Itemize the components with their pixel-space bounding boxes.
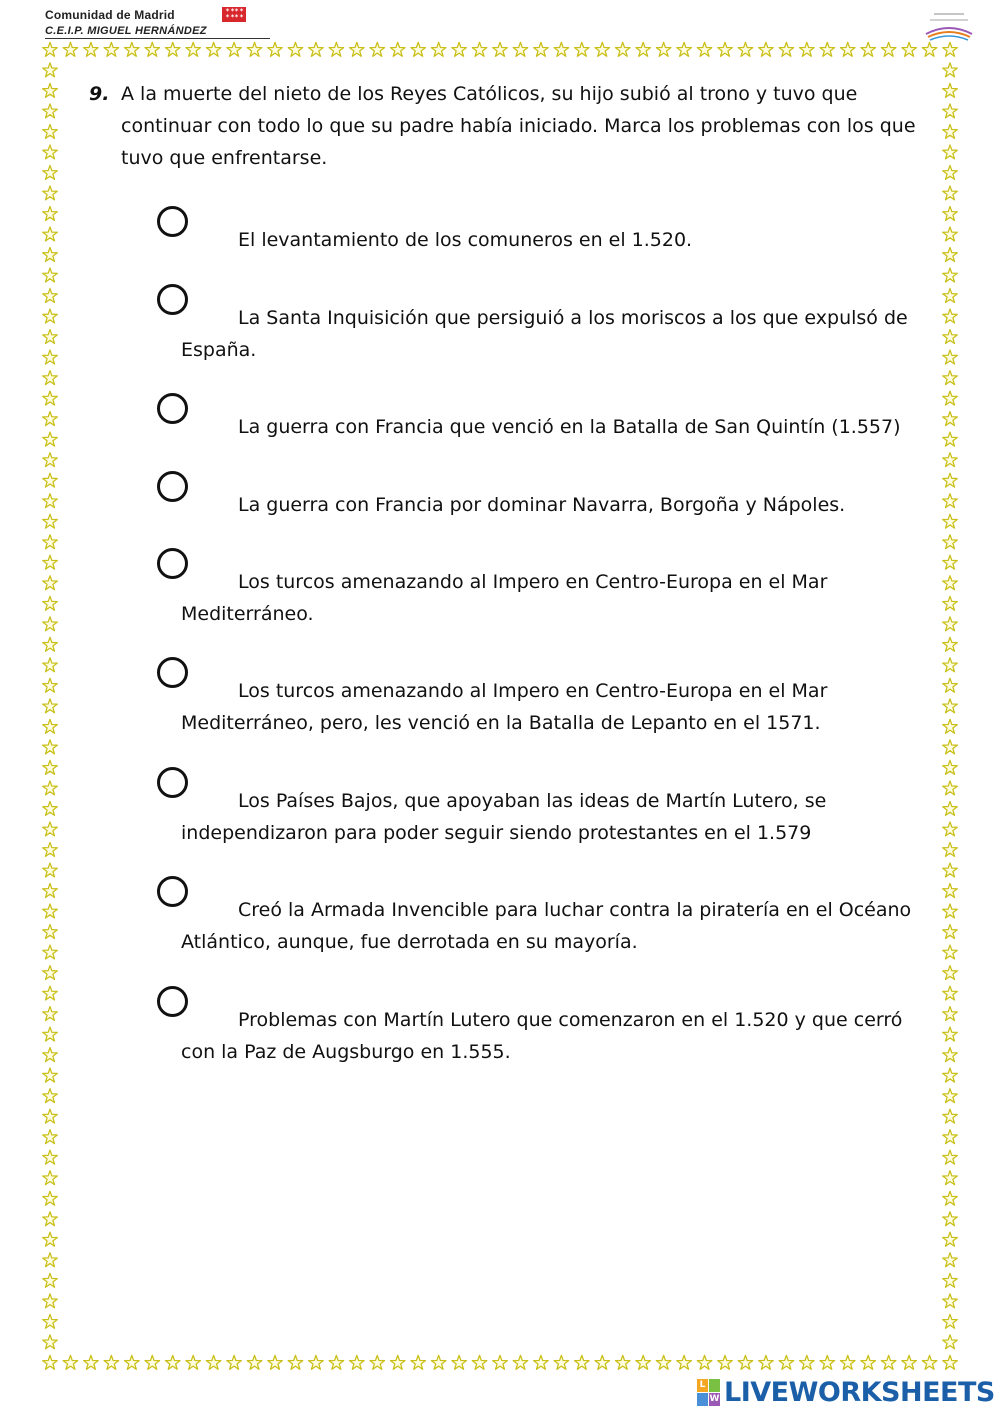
question-text: A la muerte del nieto de los Reyes Católicos, su hijo subió al trono y tuvo que continuar con todo lo que su padre había iniciado. Marca los problemas con los que tuvo que enfrentarse. (121, 83, 916, 169)
star-icon (186, 42, 201, 56)
star-icon (43, 124, 58, 138)
star-icon (881, 42, 896, 56)
star-icon (943, 83, 958, 97)
star-icon (575, 1355, 590, 1369)
header-school: C.E.I.P. MIGUEL HERNÁNDEZ (45, 25, 207, 37)
star-icon (943, 863, 958, 877)
star-icon (43, 1089, 58, 1103)
star-icon (943, 678, 958, 692)
star-icon (43, 432, 58, 446)
star-icon (43, 186, 58, 200)
star-icon (63, 42, 78, 56)
star-icon (636, 42, 651, 56)
star-icon (800, 1355, 815, 1369)
star-icon (943, 1027, 958, 1041)
star-icon (943, 658, 958, 672)
star-icon (943, 1171, 958, 1185)
star-icon (390, 1355, 405, 1369)
star-icon (43, 412, 58, 426)
star-icon (943, 1273, 958, 1287)
star-icon (943, 1150, 958, 1164)
option-text: La guerra con Francia que venció en la Batalla de San Quintín (1.557) (238, 416, 901, 438)
star-icon (718, 42, 733, 56)
header-region: Comunidad de Madrid (45, 8, 175, 22)
star-icon (472, 1355, 487, 1369)
star-icon (145, 42, 160, 56)
school-logo-icon (920, 4, 978, 42)
star-icon (943, 822, 958, 836)
star-icon (943, 1212, 958, 1226)
star-icon (943, 453, 958, 467)
star-icon (554, 1355, 569, 1369)
star-icon (840, 42, 855, 56)
star-icon (186, 1355, 201, 1369)
star-icon (370, 1355, 385, 1369)
star-icon (43, 781, 58, 795)
star-icon (43, 473, 58, 487)
star-icon (227, 1355, 242, 1369)
star-icon (390, 42, 405, 56)
star-icon (43, 719, 58, 733)
star-icon (43, 494, 58, 508)
star-icon (943, 760, 958, 774)
star-icon (84, 1355, 99, 1369)
star-icon (902, 1355, 917, 1369)
star-icon (697, 1355, 712, 1369)
star-icon (943, 1294, 958, 1308)
star-icon (534, 1355, 549, 1369)
star-icon (636, 1355, 651, 1369)
star-icon (43, 1171, 58, 1185)
star-icon (943, 842, 958, 856)
star-icon (943, 925, 958, 939)
star-icon (43, 289, 58, 303)
star-icon (227, 42, 242, 56)
liveworksheets-badge-icon (697, 1379, 721, 1407)
star-icon (554, 42, 569, 56)
star-icon (943, 412, 958, 426)
star-icon (104, 42, 119, 56)
liveworksheets-wordmark: LIVEWORKSHEETS (724, 1377, 995, 1408)
star-icon (43, 63, 58, 77)
question-number: 9. (89, 83, 110, 105)
star-icon (800, 42, 815, 56)
star-icon (43, 801, 58, 815)
option-text: La guerra con Francia por dominar Navarra, Borgoña y Nápoles. (238, 494, 846, 516)
star-icon (943, 1232, 958, 1246)
star-icon (943, 391, 958, 405)
star-icon (145, 1355, 160, 1369)
star-icon (779, 42, 794, 56)
star-icon (43, 391, 58, 405)
badge-letter-l: L (697, 1379, 708, 1392)
star-icon (943, 1191, 958, 1205)
star-icon (206, 42, 221, 56)
star-icon (943, 945, 958, 959)
star-icon (943, 473, 958, 487)
star-icon (43, 145, 58, 159)
star-icon (493, 1355, 508, 1369)
badge-square (709, 1379, 720, 1392)
star-icon (43, 576, 58, 590)
star-icon (943, 186, 958, 200)
star-icon (820, 1355, 835, 1369)
star-icon (943, 576, 958, 590)
star-icon (472, 42, 487, 56)
star-icon (595, 1355, 610, 1369)
star-icon (370, 42, 385, 56)
star-icon (84, 42, 99, 56)
star-icon (718, 1355, 733, 1369)
badge-letter-w: W (709, 1394, 720, 1404)
star-icon (534, 42, 549, 56)
star-icon (43, 822, 58, 836)
star-icon (943, 1068, 958, 1082)
star-icon (943, 535, 958, 549)
star-icon (43, 1232, 58, 1246)
star-icon (43, 1007, 58, 1021)
star-icon (922, 42, 937, 56)
star-icon (43, 842, 58, 856)
star-icon (43, 925, 58, 939)
star-icon (268, 1355, 283, 1369)
star-icon (43, 371, 58, 385)
star-icon (431, 1355, 446, 1369)
star-icon (452, 1355, 467, 1369)
star-icon (943, 432, 958, 446)
star-icon (820, 42, 835, 56)
star-icon (943, 617, 958, 631)
star-icon (43, 596, 58, 610)
star-icon (943, 719, 958, 733)
star-icon (247, 1355, 262, 1369)
badge-square (697, 1393, 708, 1406)
star-icon (288, 42, 303, 56)
star-icon (431, 42, 446, 56)
star-icon (943, 1109, 958, 1123)
madrid-flag-icon: ✶✶ ✶✶ ✶✶ ✶✶ (222, 7, 246, 22)
star-icon (43, 617, 58, 631)
star-icon (656, 42, 671, 56)
star-icon (840, 1355, 855, 1369)
star-icon (43, 966, 58, 980)
star-icon (350, 42, 365, 56)
star-icon (43, 1212, 58, 1226)
star-icon (943, 740, 958, 754)
star-icon (943, 42, 958, 56)
star-icon (43, 535, 58, 549)
star-icon (759, 1355, 774, 1369)
star-icon (43, 1253, 58, 1267)
star-icon (943, 986, 958, 1000)
star-icon (943, 904, 958, 918)
star-icon (206, 1355, 221, 1369)
star-icon (43, 514, 58, 528)
star-icon (943, 104, 958, 118)
star-icon (43, 904, 58, 918)
star-icon (943, 1253, 958, 1267)
star-icon (759, 42, 774, 56)
star-icon (43, 330, 58, 344)
star-icon (329, 42, 344, 56)
star-icon (350, 1355, 365, 1369)
star-icon (43, 699, 58, 713)
star-icon (165, 1355, 180, 1369)
star-icon (943, 248, 958, 262)
star-icon (43, 678, 58, 692)
option-text: La Santa Inquisición que persiguió a los moriscos a los que expulsó de España. (181, 307, 908, 361)
star-icon (943, 350, 958, 364)
star-icon (861, 1355, 876, 1369)
star-icon (943, 268, 958, 282)
star-icon (43, 1027, 58, 1041)
star-icon (43, 1314, 58, 1328)
star-icon (943, 883, 958, 897)
star-icon (779, 1355, 794, 1369)
star-icon (43, 1355, 58, 1369)
star-icon (43, 883, 58, 897)
star-icon (43, 1191, 58, 1205)
option-text: Los turcos amenazando al Impero en Centro-Europa en el Mar Mediterráneo, pero, les venció en la Batalla de Lepanto en el 1571. (181, 680, 828, 734)
star-icon (513, 1355, 528, 1369)
star-icon (329, 1355, 344, 1369)
option-text: Problemas con Martín Lutero que comenzaron en el 1.520 y que cerró con la Paz de Augsburgo en 1.555. (181, 1009, 903, 1063)
star-icon (43, 268, 58, 282)
option-text: Los Países Bajos, que apoyaban las ideas de Martín Lutero, se independizaron para poder seguir siendo protestantes en el 1.579 (181, 790, 827, 844)
star-icon (881, 1355, 896, 1369)
star-icon (943, 289, 958, 303)
star-icon (943, 781, 958, 795)
option-text: Los turcos amenazando al Impero en Centro-Europa en el Mar Mediterráneo. (181, 571, 828, 625)
star-icon (943, 1048, 958, 1062)
star-icon (943, 309, 958, 323)
star-icon (268, 42, 283, 56)
star-icon (43, 1068, 58, 1082)
star-icon (615, 1355, 630, 1369)
star-icon (43, 350, 58, 364)
star-icon (902, 42, 917, 56)
star-icon (43, 658, 58, 672)
star-icon (43, 1048, 58, 1062)
star-icon (493, 42, 508, 56)
star-icon (43, 1150, 58, 1164)
star-icon (43, 555, 58, 569)
star-icon (247, 42, 262, 56)
star-icon (43, 1273, 58, 1287)
star-icon (943, 227, 958, 241)
star-icon (943, 165, 958, 179)
star-icon (943, 555, 958, 569)
star-icon (922, 1355, 937, 1369)
star-icon (288, 1355, 303, 1369)
star-icon (411, 1355, 426, 1369)
star-icon (943, 596, 958, 610)
star-icon (43, 104, 58, 118)
star-icon (943, 1355, 958, 1369)
star-icon (513, 42, 528, 56)
star-icon (411, 42, 426, 56)
star-icon (452, 42, 467, 56)
star-icon (43, 1130, 58, 1144)
star-icon (943, 206, 958, 220)
star-icon (738, 1355, 753, 1369)
star-icon (43, 165, 58, 179)
star-icon (43, 1294, 58, 1308)
star-icon (697, 42, 712, 56)
star-icon (43, 206, 58, 220)
star-icon (43, 248, 58, 262)
star-icon (125, 42, 140, 56)
star-icon (43, 863, 58, 877)
star-icon (943, 801, 958, 815)
option-text: El levantamiento de los comuneros en el 1.520. (238, 229, 693, 251)
star-icon (943, 966, 958, 980)
star-icon (656, 1355, 671, 1369)
star-icon (943, 1335, 958, 1349)
star-icon (943, 63, 958, 77)
star-icon (943, 637, 958, 651)
star-icon (43, 227, 58, 241)
star-icon (943, 1314, 958, 1328)
star-icon (738, 42, 753, 56)
star-icon (943, 494, 958, 508)
star-icon (943, 371, 958, 385)
star-icon (861, 42, 876, 56)
star-icon (677, 42, 692, 56)
star-icon (309, 42, 324, 56)
star-icon (43, 1109, 58, 1123)
star-icon (943, 145, 958, 159)
star-icon (943, 1007, 958, 1021)
star-icon (43, 309, 58, 323)
star-icon (943, 514, 958, 528)
star-icon (43, 637, 58, 651)
header-underline (45, 38, 270, 39)
star-icon (43, 1335, 58, 1349)
star-icon (63, 1355, 78, 1369)
star-icon (125, 1355, 140, 1369)
star-icon (309, 1355, 324, 1369)
star-icon (677, 1355, 692, 1369)
star-icon (943, 1089, 958, 1103)
star-icon (943, 330, 958, 344)
star-icon (43, 740, 58, 754)
star-icon (43, 945, 58, 959)
star-icon (104, 1355, 119, 1369)
star-icon (43, 453, 58, 467)
star-icon (165, 42, 180, 56)
star-icon (43, 760, 58, 774)
star-icon (43, 83, 58, 97)
star-icon (43, 986, 58, 1000)
star-icon (943, 699, 958, 713)
option-text: Creó la Armada Invencible para luchar contra la piratería en el Océano Atlántico, aunque, fue derrotada en su mayoría. (181, 899, 912, 953)
star-icon (615, 42, 630, 56)
star-icon (943, 1130, 958, 1144)
star-icon (43, 42, 58, 56)
star-icon (943, 124, 958, 138)
star-icon (575, 42, 590, 56)
star-icon (595, 42, 610, 56)
